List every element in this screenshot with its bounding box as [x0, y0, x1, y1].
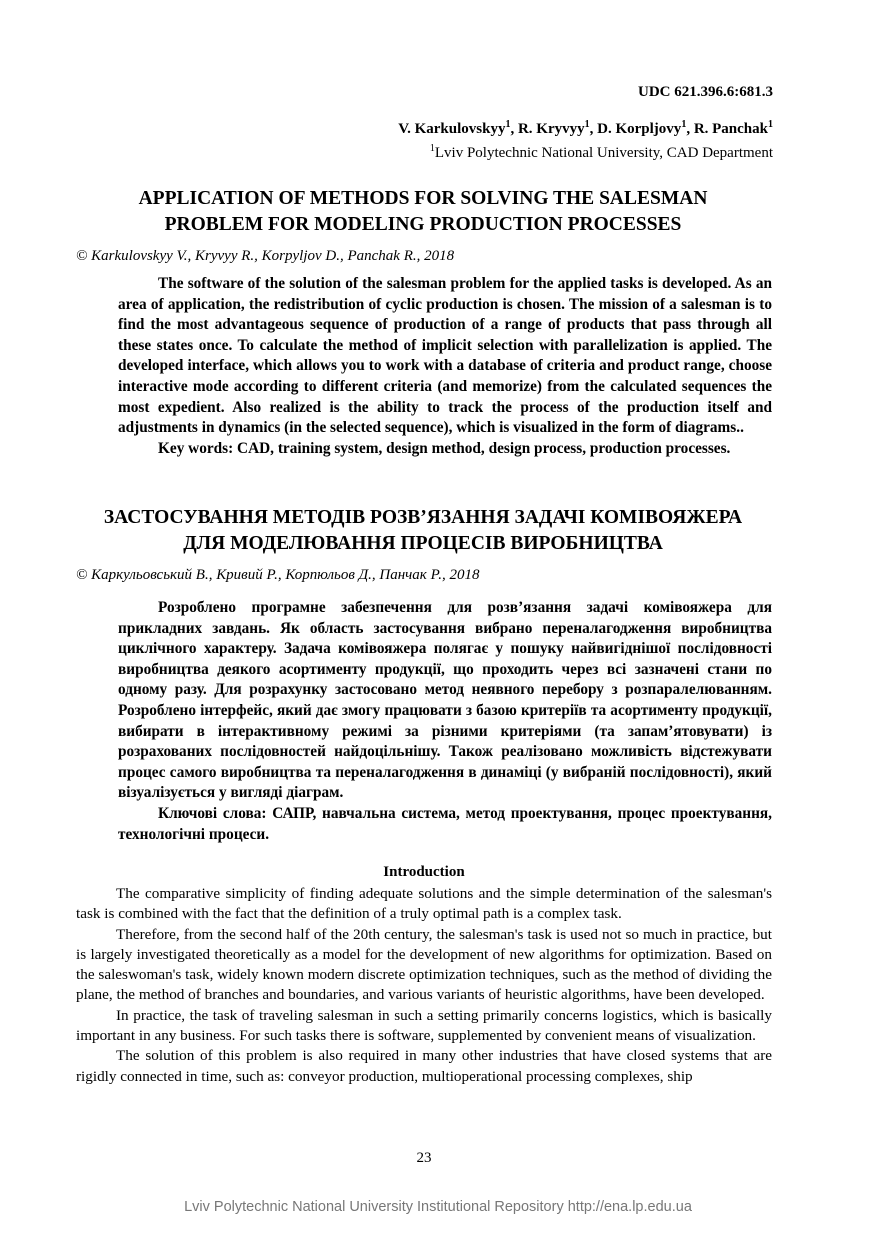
copyright-en: © Karkulovskyy V., Kryvyy R., Korpyljov D., Panchak R., 2018 — [76, 248, 455, 264]
author-name: R. Kryvyy — [517, 121, 585, 137]
author-affiliation-mark: 1 — [768, 119, 773, 130]
author-affiliation-mark: 1 — [505, 119, 511, 130]
paragraph: Therefore, from the second half of the 20th century, the salesman's task is used not so much in practice, but is largely investigated theoretically as a model for the development of new algorithms for optimization. Based on the saleswoman's task, widely known modern discrete optimization techniques, such as the method of dividing the plane, the method of branches and boundaries, and various variants of heuristic algorithms, have been developed. — [76, 925, 772, 1004]
author-affiliation-mark: 1 — [584, 119, 590, 130]
author-name: D. Korpljovy — [597, 121, 682, 137]
introduction-body — [76, 884, 772, 1087]
paragraph: In practice, the task of traveling salesman in such a setting primarily concerns logistics, which is basically important in any business. For such tasks there is software, supplemented by convenient means of visualization. — [76, 1006, 772, 1045]
abstract-text: Розроблено програмне забезпечення для розв’язання задачі комівояжера для прикладних завдань. Як область застосування вибрано переналагодження виробництва циклічного характеру. Задача комівояжера полягає у пошуку найвигіднішої послідовності виробництва деякого асортименту продукції, що проходить через всі зазначені стани по одному разу. Для розрахунку застосовано метод неявного перебору з розпаралелюванням. Розроблено інтерфейс, який дає змогу працювати з базою критеріїв та асортименту продукції, вибирати в інтерактивному режимі за різними критеріями (та запам’ятовувати) із розрахованих послідовностей найдоцільнішу. Також реалізовано можливість відстежувати процес самого виробництва та переналагодження в динаміці (у вибраній послідовності), який візуалізується у вигляді діаграм. — [118, 599, 772, 802]
repository-footer: Lviv Polytechnic National University Institutional Repository http://ena.lp.edu.ua — [184, 1199, 692, 1215]
author-separator: , — [686, 121, 694, 137]
abstract-text: The software of the solution of the salesman problem for the applied tasks is developed. As an area of application, the redistribution of cyclic production is chosen. The mission of a salesman is to find the most advantageous sequence of production of a range of products that pass through all these states once. To calculate the method of implicit selection with parallelization is applied. The developed interface, which allows you to work with a database of criteria and product range, choose interactive mode according to different criteria (and memorize) from the calculated sequences the most expedient. Also realized is the ability to track the process of the production itself and adjustments in dynamics (in the selected sequence), which is visualized in the form of diagrams.. — [118, 275, 772, 437]
author-separator: , — [510, 121, 518, 137]
keywords-ua: Ключові слова: САПР, навчальна система, метод проектування, процес проектування, технологічні процеси. — [118, 804, 772, 843]
title-line: PROBLEM FOR MODELING PRODUCTION PROCESSES — [164, 214, 682, 235]
affiliation-mark: 1 — [429, 143, 435, 154]
affiliation — [300, 145, 773, 162]
paper-title-en — [80, 186, 766, 238]
title-line: ЗАСТОСУВАННЯ МЕТОДІВ РОЗВ’ЯЗАННЯ ЗАДАЧІ КОМІВОЯЖЕРА — [103, 507, 743, 528]
copyright-ua: © Каркульовський В., Кривий Р., Корпюльов Д., Панчак Р., 2018 — [76, 567, 480, 583]
page-number: 23 — [416, 1150, 432, 1166]
author-name: R. Panchak — [693, 121, 768, 137]
paper-title-ua — [80, 505, 766, 557]
author-affiliation-mark: 1 — [681, 119, 687, 130]
udc-code: UDC 621.396.6:681.3 — [638, 84, 773, 100]
affiliation-text: Lviv Polytechnic National University, CAD Department — [434, 145, 773, 161]
author-name: V. Karkulovskyy — [398, 121, 506, 137]
title-line: APPLICATION OF METHODS FOR SOLVING THE SALESMAN — [138, 188, 708, 209]
author-separator: , — [589, 121, 598, 137]
paragraph: The comparative simplicity of finding adequate solutions and the simple determination of the salesman's task is combined with the fact that the definition of a truly optimal path is a complex task. — [76, 885, 772, 923]
title-line: ДЛЯ МОДЕЛЮВАННЯ ПРОЦЕСІВ ВИРОБНИЦТВА — [183, 533, 663, 554]
section-heading-introduction: Introduction — [383, 864, 465, 880]
keywords-en: Key words: CAD, training system, design method, design process, production processes. — [158, 439, 731, 457]
abstract-en — [118, 274, 772, 459]
paragraph: The solution of this problem is also required in many other industries that have closed systems that are rigidly connected in time, such as: conveyor production, multioperational processing complexes, ship — [76, 1047, 772, 1085]
abstract-ua — [118, 598, 772, 845]
author-list — [300, 121, 773, 138]
